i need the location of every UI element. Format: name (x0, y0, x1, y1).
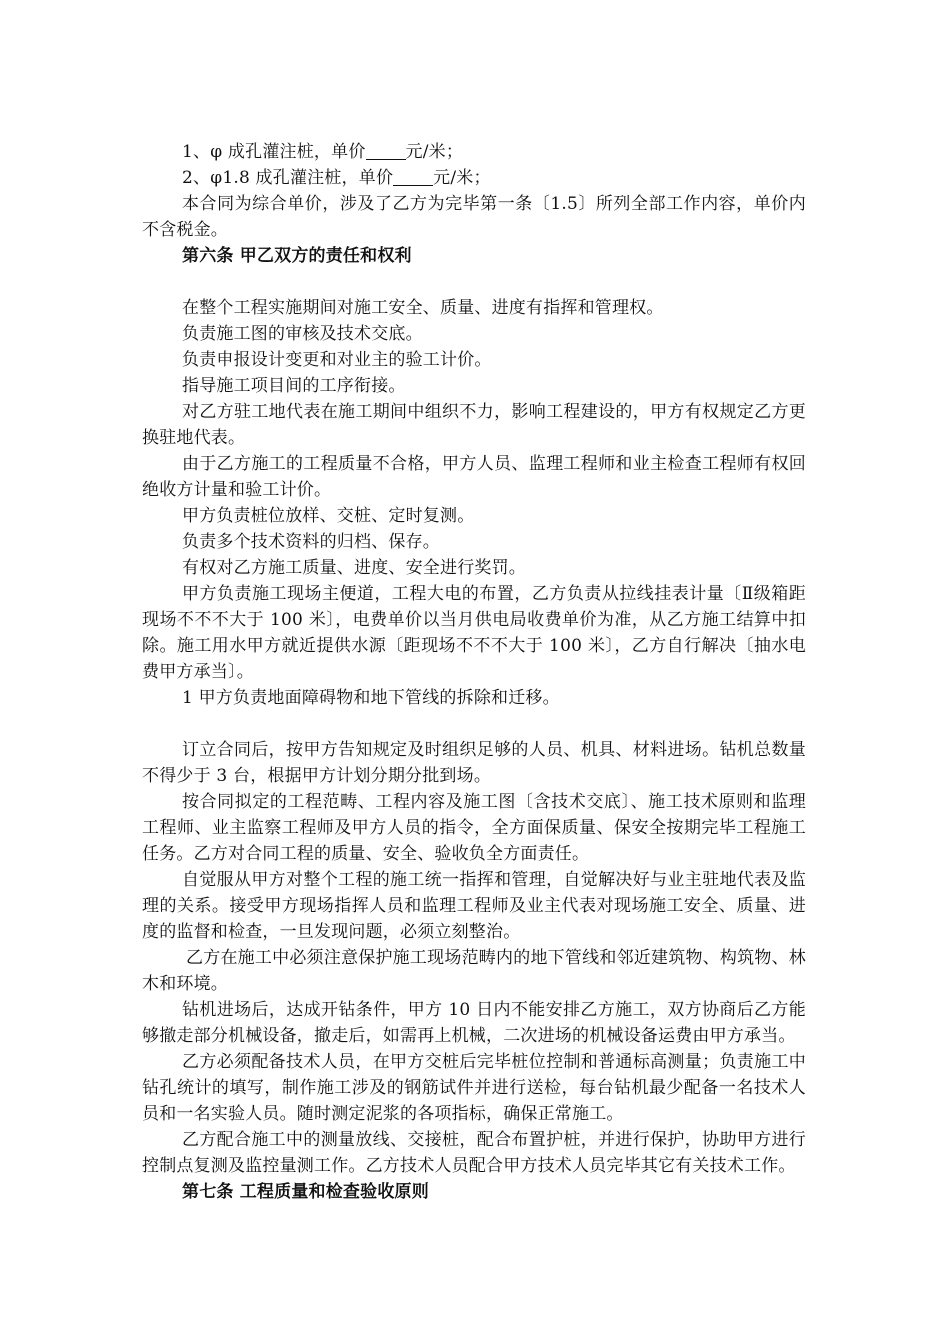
spacer (142, 269, 806, 295)
party-b-item: 按合同拟定的工程范畴、工程内容及施工图〔含技术交底〕、施工技术原则和监理工程师、业主监察工程师及甲方人员的指令，全方面保质量、保安全按期完毕工程施工任务。乙方对合同工程的质量、安全、验收负全方面责任。 (142, 792, 806, 864)
party-b-item: 乙方在施工中必须注意保护施工现场范畴内的地下管线和邻近建筑物、构筑物、林木和环境。 (142, 948, 806, 994)
party-a-item: 负责多个技术资料的归档、保存。 (182, 532, 440, 552)
price-line-1 (142, 139, 806, 165)
price-blank-2 (393, 167, 433, 186)
party-a-item: 1 甲方负责地面障碍物和地下管线的拆除和迁移。 (182, 688, 560, 708)
price-line-2-text: 2、φ1.8 成孔灌注桩，单价 (182, 168, 394, 188)
party-b-item: 钻机进场后，达成开钻条件，甲方 10 日内不能安排乙方施工，双方协商后乙方能够撤走部分机械设备，撤走后，如需再上机械，二次进场的机械设备运费由甲方承当。 (142, 1000, 806, 1046)
party-a-item: 在整个工程实施期间对施工安全、质量、进度有指挥和管理权。 (182, 298, 664, 318)
document-body (142, 139, 806, 1205)
party-a-item: 有权对乙方施工质量、进度、安全进行奖罚。 (182, 558, 526, 578)
party-a-item: 负责申报设计变更和对业主的验工计价。 (182, 350, 492, 370)
price-blank-1 (366, 141, 406, 160)
party-a-item: 由于乙方施工的工程质量不合格，甲方人员、监理工程师和业主检查工程师有权回绝收方计量和验工计价。 (142, 454, 806, 500)
party-b-item: 乙方配合施工中的测量放线、交接桩，配合布置护桩，并进行保护，协助甲方进行控制点复测及监控量测工作。乙方技术人员配合甲方技术人员完毕其它有关技术工作。 (142, 1130, 806, 1176)
party-b-item: 乙方必须配备技术人员，在甲方交桩后完毕桩位控制和普通标高测量；负责施工中钻孔统计的填写，制作施工涉及的钢筋试件并进行送检，每台钻机最少配备一名技术人员和一名实验人员。随时测定泥浆的各项指标，确保正常施工。 (142, 1052, 806, 1124)
price-line-1-unit: 元/米； (405, 142, 464, 162)
party-b-item: 自觉服从甲方对整个工程的施工统一指挥和管理，自觉解决好与业主驻地代表及监理的关系。接受甲方现场指挥人员和监理工程师及业主代表对现场施工安全、质量、进度的监督和检查，一旦发现问题，必须立刻整治。 (142, 870, 806, 942)
section-6-title: 第六条 甲乙双方的责任和权利 (182, 246, 412, 266)
party-a-item: 对乙方驻工地代表在施工期间中组织不力，影响工程建设的，甲方有权规定乙方更换驻地代表。 (142, 402, 806, 448)
price-line-2 (142, 165, 806, 191)
party-b-item: 订立合同后，按甲方告知规定及时组织足够的人员、机具、材料进场。钻机总数量不得少于 3 台，根据甲方计划分期分批到场。 (142, 740, 806, 786)
party-a-item: 甲方负责施工现场主便道，工程大电的布置，乙方负责从拉线挂表计量〔Ⅱ级箱距现场不不不大于 100 米〕，电费单价以当月供电局收费单价为准，从乙方施工结算中扣除。施工用水甲方就近提供水源〔距现场不不不大于 100 米〕，乙方自行解决〔抽水电费甲方承当〕。 (142, 584, 806, 682)
price-line-2-unit: 元/米； (433, 168, 491, 188)
party-a-item: 甲方负责桩位放样、交桩、定时复测。 (182, 506, 475, 526)
section-7-title: 第七条 工程质量和检查验收原则 (182, 1182, 429, 1202)
price-line-1-text: 1、φ 成孔灌注桩，单价 (182, 142, 366, 162)
spacer (142, 711, 806, 737)
price-note: 本合同为综合单价，涉及了乙方为完毕第一条〔1.5〕所列全部工作内容，单价内不含税金。 (142, 194, 806, 240)
party-a-item: 指导施工项目间的工序衔接。 (182, 376, 406, 396)
party-a-item: 负责施工图的审核及技术交底。 (182, 324, 423, 344)
